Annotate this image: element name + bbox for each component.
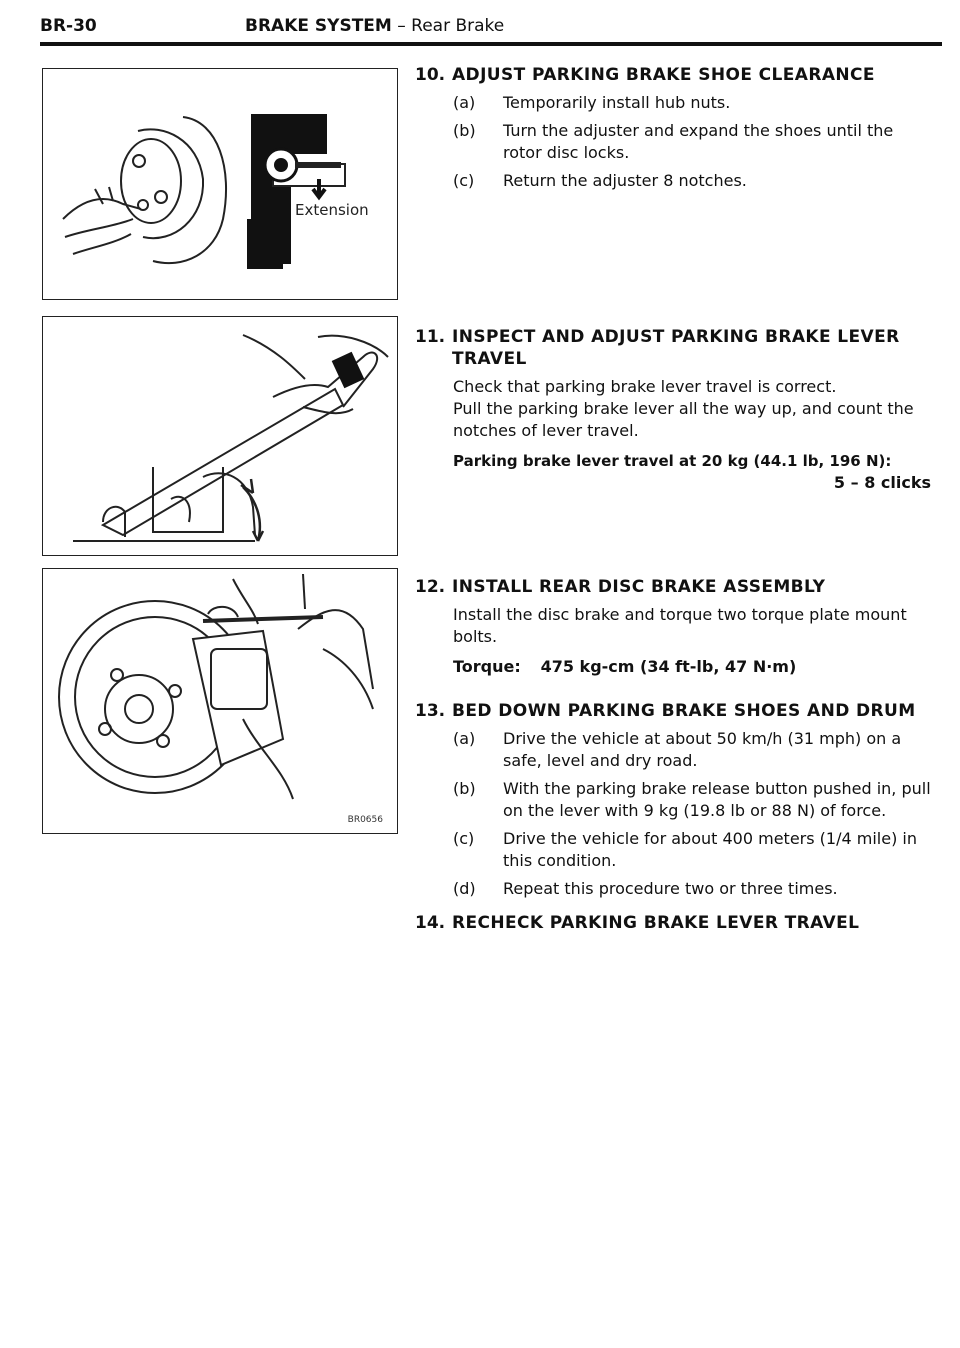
subsection-name: – Rear Brake bbox=[397, 16, 505, 36]
substep-letter: (d) bbox=[453, 879, 476, 898]
disc-brake-illustration bbox=[43, 569, 397, 833]
substep-text: Temporarily install hub nuts. bbox=[503, 93, 731, 112]
substep-text: Drive the vehicle at about 50 km/h (31 mph) on a safe, level and dry road. bbox=[503, 729, 902, 770]
substep-text: Turn the adjuster and expand the shoes until the rotor disc locks. bbox=[503, 121, 894, 162]
step-number: 14. bbox=[415, 913, 446, 933]
paragraph: Pull the parking brake lever all the way up, and count the notches of lever travel. bbox=[453, 399, 914, 440]
substep-letter: (b) bbox=[453, 121, 476, 140]
step-number: 12. bbox=[415, 577, 446, 597]
step-title: RECHECK PARKING BRAKE LEVER TRAVEL bbox=[452, 913, 860, 933]
substep-letter: (a) bbox=[453, 729, 476, 748]
step-11 bbox=[415, 326, 935, 494]
substep bbox=[453, 828, 935, 872]
substep-text: With the parking brake release button pushed in, pull on the lever with 9 kg (19.8 lb or 88 N) of force. bbox=[503, 779, 931, 820]
step-title: BED DOWN PARKING BRAKE SHOES AND DRUM bbox=[452, 701, 916, 721]
page-code: BR-30 bbox=[40, 16, 97, 36]
substep bbox=[453, 778, 935, 822]
step-13 bbox=[415, 700, 935, 900]
spec-value: 5 – 8 clicks bbox=[833, 473, 931, 492]
substep-text: Drive the vehicle for about 400 meters (1/4 mile) in this condition. bbox=[503, 829, 917, 870]
figure-adjuster bbox=[42, 68, 398, 300]
page-header bbox=[40, 14, 942, 46]
paragraph: Check that parking brake lever travel is correct. bbox=[453, 377, 837, 396]
substep-text: Repeat this procedure two or three times. bbox=[503, 879, 838, 898]
step-title: INSTALL REAR DISC BRAKE ASSEMBLY bbox=[452, 577, 826, 597]
step-title: ADJUST PARKING BRAKE SHOE CLEARANCE bbox=[452, 65, 875, 85]
extension-label: Extension bbox=[295, 201, 369, 219]
torque-spec bbox=[453, 656, 935, 678]
substep-letter: (a) bbox=[453, 93, 476, 112]
step-number: 10. bbox=[415, 65, 446, 85]
step-title: INSPECT AND ADJUST PARKING BRAKE LEVER TRAVEL bbox=[452, 327, 900, 369]
paragraph: Install the disc brake and torque two torque plate mount bolts. bbox=[453, 605, 907, 646]
substep-letter: (c) bbox=[453, 829, 475, 848]
substep-letter: (b) bbox=[453, 779, 476, 798]
lever-illustration bbox=[43, 317, 397, 555]
step-10 bbox=[415, 64, 935, 192]
substep bbox=[453, 728, 935, 772]
torque-label: Torque: bbox=[453, 657, 521, 676]
substep bbox=[453, 878, 935, 900]
step-number: 11. bbox=[415, 327, 446, 347]
spec-label: Parking brake lever travel at 20 kg (44.1 lb, 196 N): bbox=[453, 452, 892, 470]
figure-parking-brake-lever bbox=[42, 316, 398, 556]
system-name: BRAKE SYSTEM bbox=[245, 16, 392, 36]
substep bbox=[453, 92, 935, 114]
section-title bbox=[245, 16, 504, 36]
step-number: 13. bbox=[415, 701, 446, 721]
substep bbox=[453, 170, 935, 192]
adjuster-illustration bbox=[43, 69, 397, 299]
substep-text: Return the adjuster 8 notches. bbox=[503, 171, 747, 190]
step-14 bbox=[415, 912, 935, 934]
torque-value: 475 kg-cm (34 ft-lb, 47 N·m) bbox=[540, 657, 797, 676]
substep bbox=[453, 120, 935, 164]
figure-disc-brake-assembly bbox=[42, 568, 398, 834]
substep-letter: (c) bbox=[453, 171, 475, 190]
step-12 bbox=[415, 576, 935, 678]
figure-code: BR0656 bbox=[347, 815, 383, 825]
